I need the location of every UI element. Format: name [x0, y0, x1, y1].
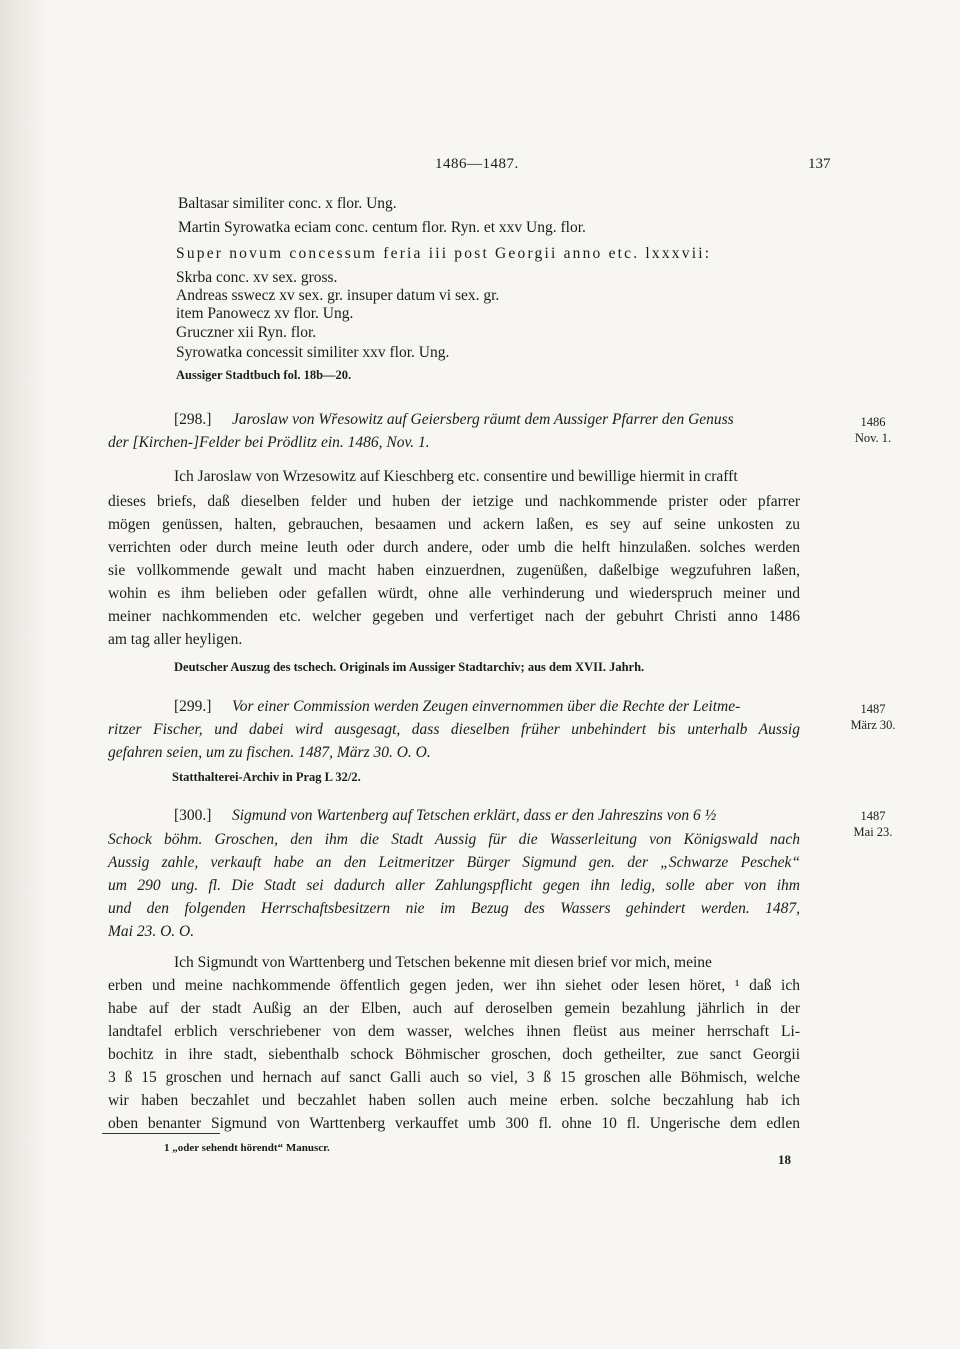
margin-date: [838, 701, 908, 733]
body-line: verrichten oder durch meine leuth oder durch andere, oder umb die helft hinzulaßen. solches werden: [108, 539, 800, 556]
entry-heading: Jaroslaw von Wřesowitz auf Geiersberg räumt dem Aussiger Pfarrer den Genuss: [232, 411, 734, 428]
margin-date: [838, 414, 908, 446]
entry-heading: um 290 ung. fl. Die Stadt sei dadurch aller Zahlungspflicht gegen ihn ledig, solle aber von ihm: [108, 877, 800, 894]
running-head-years: 1486—1487.: [435, 156, 519, 172]
text-line: item Panowecz xv flor. Ung.: [176, 305, 354, 322]
body-line: bochitz in ihre stadt, siebenthalb schock Böhmischer groschen, doch getheilter, zue sanct Georgii: [108, 1046, 800, 1063]
text-line: Skrba conc. xv sex. gross.: [176, 269, 338, 286]
entry-number: [300.]: [174, 807, 212, 824]
signature-mark: 18: [778, 1152, 791, 1167]
entry-heading: Sigmund von Wartenberg auf Tetschen erklärt, dass er den Jahreszins von 6 ½: [232, 807, 717, 824]
entry-number: [298.]: [174, 411, 212, 428]
text-line: Super novum concessum feria iii post Georgii anno etc. lxxxvii:: [176, 245, 712, 262]
body-line: wohin es ihm belieben oder gefallen würdt, ohne alle verhinderung und wiederspruch meiner und: [108, 585, 800, 602]
scanned-page-edge: [0, 0, 48, 1349]
margin-date-day: März 30.: [850, 718, 896, 732]
text-line: Andreas sswecz xv sex. gr. insuper datum vi sex. gr.: [176, 287, 500, 304]
margin-date-day: Mai 23.: [853, 825, 893, 839]
text-line: Baltasar similiter conc. x flor. Ung.: [178, 195, 397, 212]
margin-date-year: 1487: [860, 809, 886, 823]
body-line: Ich Sigmundt von Warttenberg und Tetschen bekenne mit diesen brief vor mich, meine: [174, 954, 712, 971]
entry-heading: und den folgenden Herrschaftsbesitzern nie im Bezug des Wassers gehindert werden. 1487,: [108, 900, 800, 917]
entry-heading: gefahren seien, um zu fischen. 1487, März 30. O. O.: [108, 744, 431, 761]
body-line: am tag aller heyligen.: [108, 631, 243, 648]
page-number: 137: [808, 156, 831, 172]
margin-date: [838, 808, 908, 840]
entry-number: [299.]: [174, 698, 212, 715]
margin-date-year: 1487: [860, 702, 886, 716]
text-line: Martin Syrowatka eciam conc. centum flor. Ryn. et xxv Ung. flor.: [178, 219, 586, 236]
source-note: Aussiger Stadtbuch fol. 18b—20.: [176, 368, 352, 382]
body-line: sie vollkommende gewalt und macht haben einzuerdnen, zugenüßen, daßelbige wegzufuhren laßen,: [108, 562, 800, 579]
entry-heading: Vor einer Commission werden Zeugen einvernommen über die Rechte der Leitme-: [232, 698, 741, 715]
body-line: oben benanter Sigmund von Warttenberg verkauffet umb 300 fl. ohne 10 fl. Ungerische dem edlen: [108, 1115, 800, 1132]
margin-date-day: Nov. 1.: [854, 431, 892, 445]
entry-heading: Aussig zahle, verkauft habe an den Leitmeritzer Bürger Sigmund gen. der „Schwarze Peschek“: [108, 854, 800, 871]
entry-heading: ritzer Fischer, und dabei wird ausgesagt, dass dieselben früher unbehindert bis unterhalb Aussig: [108, 721, 800, 738]
body-line: wir haben beczahlet und beczahlet haben sollen auch meine erben. solche beczahlung hab ich: [108, 1092, 800, 1109]
margin-date-year: 1486: [860, 415, 886, 429]
text-line: Syrowatka concessit similiter xxv flor. Ung.: [176, 344, 450, 361]
footnote: 1 „oder sehendt hörendt“ Manuscr.: [164, 1142, 330, 1154]
body-line: mögen genüssen, halten, gebrauchen, besaamen und ackern laßen, es sey auf seine unkosten zu: [108, 516, 800, 533]
body-line: landtafel erblich verschriebener von dem wasser, welches ihnen fleüst aus meiner herrschaft Li-: [108, 1023, 800, 1040]
body-line: 3 ß 15 groschen und hernach auf sanct Galli auch so viel, 3 ß 15 groschen alle Böhmisch, welche: [108, 1069, 800, 1086]
entry-heading: Mai 23. O. O.: [108, 923, 195, 940]
source-note: Statthalterei-Archiv in Prag L 32/2.: [172, 770, 361, 784]
text-line: Gruczner xii Ryn. flor.: [176, 324, 317, 341]
body-line: habe auf der stadt Außig an der Elben, auch auf deroselben gemein bezahlung jährlich in der: [108, 1000, 800, 1017]
entry-heading: Schock böhm. Groschen, den ihm die Stadt Aussig für die Wasserleitung von Königswald nach: [108, 831, 800, 848]
body-line: meiner nachkommenden etc. welcher gegeben und verfertiget nach der gebuhrt Christi anno 1486: [108, 608, 800, 625]
body-line: dieses briefs, daß dieselben felder und huben der ietzige und nachkommende prister oder pfarrer: [108, 493, 800, 510]
page-header: [0, 156, 960, 176]
footnote-rule: [102, 1133, 220, 1134]
body-line: Ich Jaroslaw von Wrzesowitz auf Kieschberg etc. consentire und bewillige hiermit in crafft: [174, 468, 738, 485]
entry-heading: der [Kirchen-]Felder bei Prödlitz ein. 1486, Nov. 1.: [108, 434, 430, 451]
source-note: Deutscher Auszug des tschech. Originals im Aussiger Stadtarchiv; aus dem XVII. Jahrh.: [174, 660, 645, 674]
body-line: erben und meine nachkommende öffentlich gegen jeden, wer ihn siehet oder lesen höret, ¹ daß ich: [108, 977, 800, 994]
